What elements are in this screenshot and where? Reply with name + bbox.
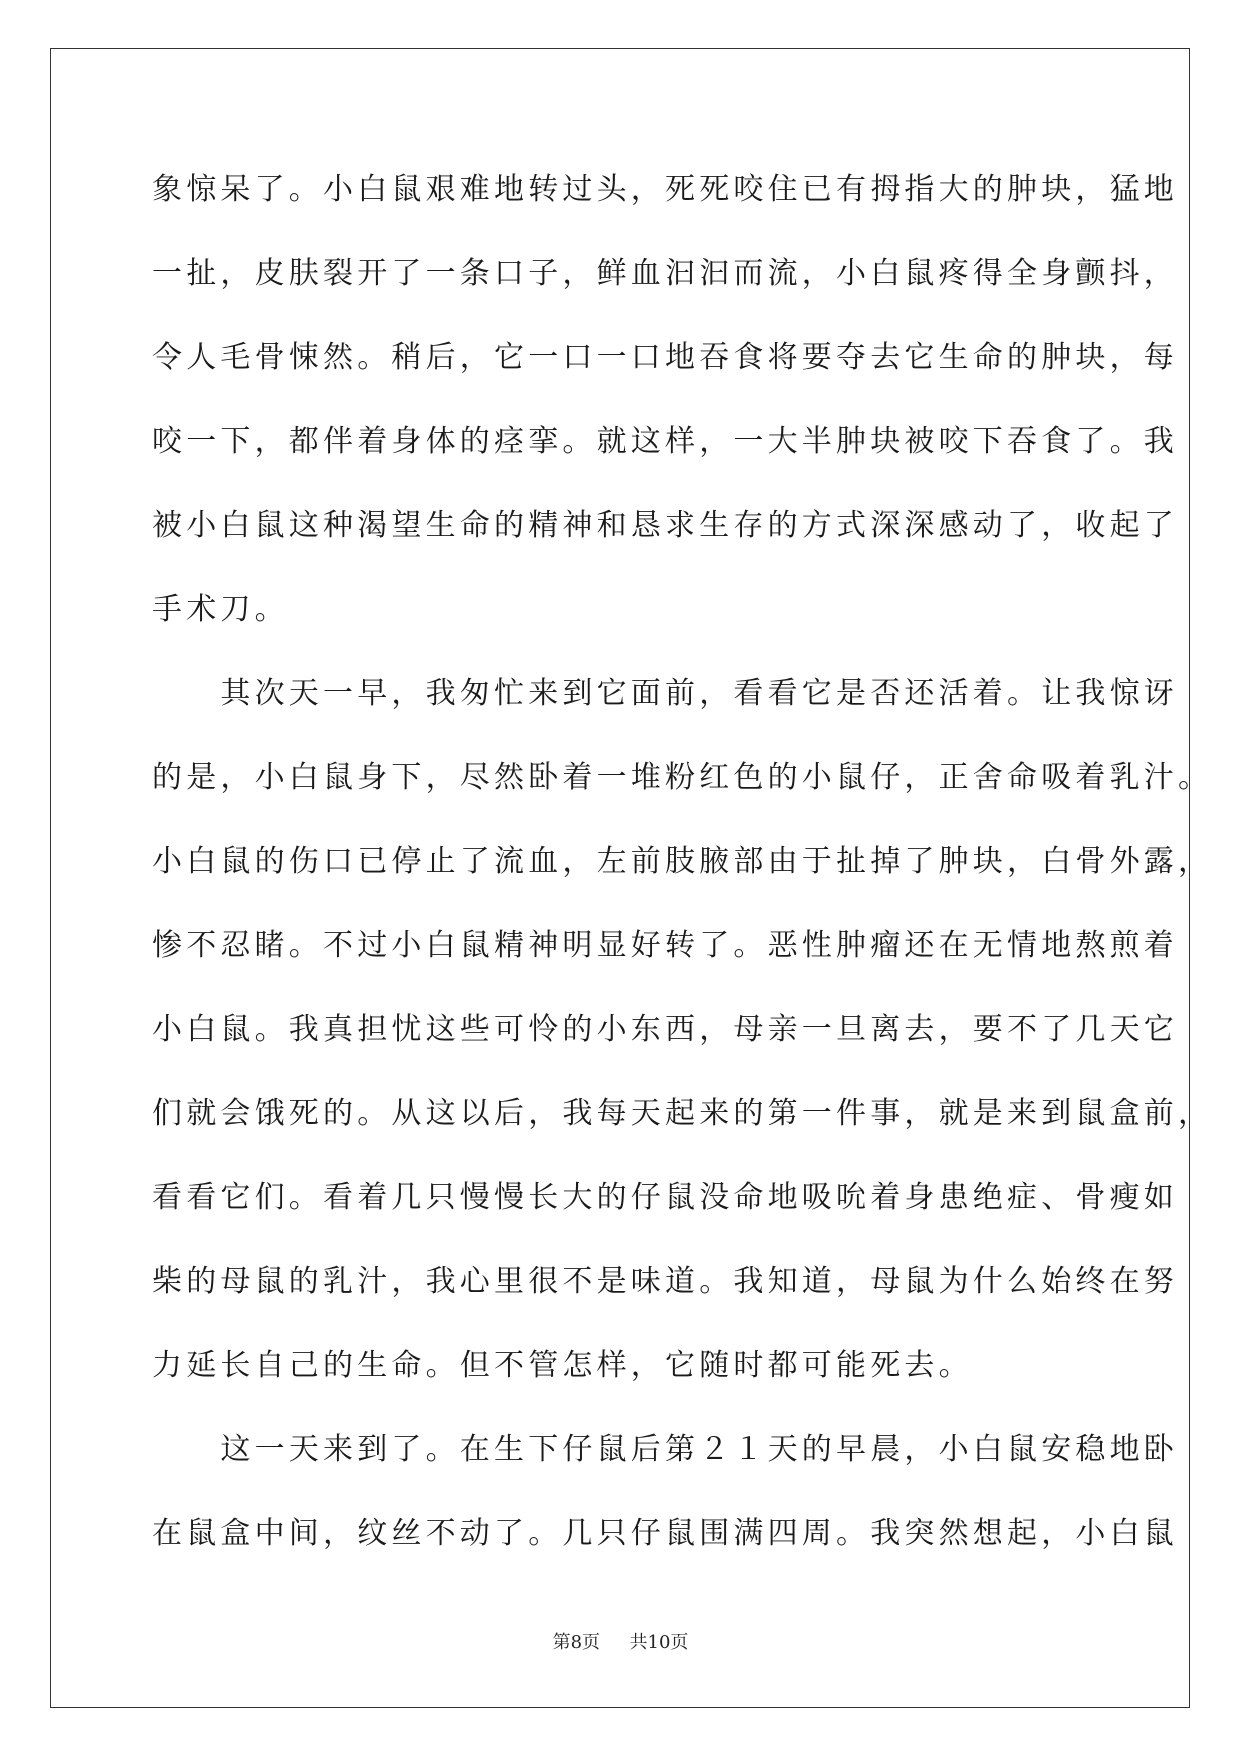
- text-line: 其次天一早，我匆忙来到它面前，看看它是否还活着。让我惊讶: [152, 676, 1178, 711]
- text-line: 小白鼠的伤口已停止了流血，左前肢腋部由于扯掉了肿块，白骨外露，: [152, 844, 1213, 879]
- text-line: 在鼠盒中间，纹丝不动了。几只仔鼠围满四周。我突然想起，小白鼠: [152, 1516, 1178, 1551]
- text-line: 被小白鼠这种渴望生命的精神和恳求生存的方式深深感动了，收起了: [152, 508, 1178, 543]
- text-line: 象惊呆了。小白鼠艰难地转过头，死死咬住已有拇指大的肿块，猛地: [152, 172, 1178, 207]
- text-line: 咬一下，都伴着身体的痉挛。就这样，一大半肿块被咬下吞食了。我: [152, 424, 1178, 459]
- text-line: 惨不忍睹。不过小白鼠精神明显好转了。恶性肿瘤还在无情地熬煎着: [152, 928, 1178, 963]
- page-footer: [0, 1628, 1241, 1654]
- text-line: 力延长自己的生命。但不管怎样，它随时都可能死去。: [152, 1348, 973, 1383]
- text-line: 一扯，皮肤裂开了一条口子，鲜血汩汩而流，小白鼠疼得全身颤抖，: [152, 256, 1178, 291]
- text-line: 令人毛骨悚然。稍后，它一口一口地吞食将要夺去它生命的肿块，每: [152, 340, 1178, 375]
- page-total: 共10页: [629, 1632, 689, 1653]
- text-line: 小白鼠。我真担忧这些可怜的小东西，母亲一旦离去，要不了几天它: [152, 1012, 1178, 1047]
- text-line: 柴的母鼠的乳汁，我心里很不是味道。我知道，母鼠为什么始终在努: [152, 1264, 1178, 1299]
- text-line: 的是，小白鼠身下，尽然卧着一堆粉红色的小鼠仔，正舍命吸着乳汁。: [152, 760, 1213, 795]
- text-line: 看看它们。看着几只慢慢长大的仔鼠没命地吸吮着身患绝症、骨瘦如: [152, 1180, 1178, 1215]
- text-line: 手术刀。: [152, 592, 289, 627]
- document-body: [152, 165, 1213, 1593]
- text-line: 们就会饿死的。从这以后，我每天起来的第一件事，就是来到鼠盒前，: [152, 1096, 1213, 1131]
- text-line: 这一天来到了。在生下仔鼠后第２１天的早晨，小白鼠安稳地卧: [152, 1432, 1178, 1467]
- page-number: 第8页: [552, 1632, 601, 1653]
